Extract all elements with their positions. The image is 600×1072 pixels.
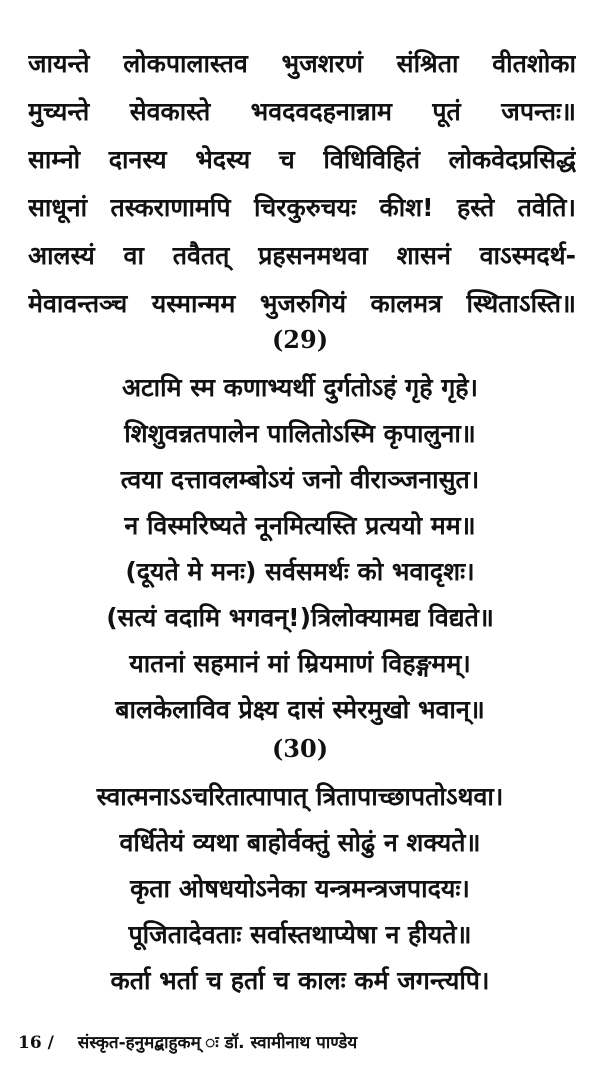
verse-line: स्वात्मनाऽऽचरितात्पापात् त्रितापाच्छापतोऽथवा।: [96, 782, 504, 811]
prose-line: मेवावन्तञ्च यस्मान्मम भुजरुगियं कालमत्र स्थिताऽस्ति॥: [28, 289, 576, 318]
verse-30: [0, 724, 600, 1004]
verse-line: बालकेलाविव प्रेक्ष्य दासं स्मेरमुखो भवान्॥: [115, 695, 485, 724]
verse-line: शिशुवन्नतपालेन पालितोऽस्मि कृपालुना॥: [124, 419, 476, 448]
verse-line: त्वया दत्तावलम्बोऽयं जनो वीराञ्जनासुत।: [120, 465, 480, 494]
verse-line: न विस्मरिष्यते नूनमित्यस्ति प्रत्ययो मम॥: [124, 511, 476, 540]
prose-line: साम्नो दानस्य भेदस्य च विधिविहितं लोकवेदप्रसिद्धं: [28, 145, 576, 174]
verse-line: कृता ओषधयोऽनेका यन्त्रमन्त्रजपादयः।: [130, 874, 470, 903]
verse-29: [0, 315, 600, 733]
prose-line: आलस्यं वा तवैतत् प्रहसनमथवा शासनं वाऽस्मदर्थ-: [28, 241, 576, 270]
running-title: संस्कृत-हनुमद्बाहुकम् ः डॉ. स्वामीनाथ पाण्डेय: [77, 1033, 358, 1053]
verse-line: पूजितादेवताः सर्वास्तथाप्येषा न हीयते॥: [128, 920, 472, 949]
verse-line: (सत्यं वदामि भगवन्!)त्रिलोक्यामद्य विद्यते॥: [106, 603, 494, 632]
verse-number: (30): [271, 734, 329, 763]
verse-line: कर्ता भर्ता च हर्ता च कालः कर्म जगन्त्यपि।: [110, 966, 490, 995]
verse-line: (दूयते मे मनः) सर्वसमर्थः को भवादृशः।: [125, 557, 475, 586]
verse-line: यातनां सहमानं मां म्रियमाणं विहङ्गमम्।: [129, 649, 471, 678]
prose-line: जायन्ते लोकपालास्तव भुजशरणं संश्रिता वीतशोका: [28, 49, 576, 78]
page-footer: [18, 1030, 578, 1053]
page-number: 16 /: [18, 1033, 54, 1053]
prose-passage: [28, 40, 576, 328]
verse-line: अटामि स्म कणाभ्यर्थी दुर्गतोऽहं गृहे गृहे।: [121, 373, 479, 402]
prose-line: मुच्यन्ते सेवकास्ते भवदवदहनान्नाम पूतं जपन्तः॥: [28, 97, 576, 126]
verse-line: वर्धितेयं व्यथा बाहोर्वक्तुं सोढुं न शक्यते॥: [119, 828, 481, 857]
prose-line: साधूनां तस्कराणामपि चिरकुरुचयः कीश! हस्ते तवेति।: [28, 193, 576, 222]
verse-number: (29): [271, 325, 329, 354]
